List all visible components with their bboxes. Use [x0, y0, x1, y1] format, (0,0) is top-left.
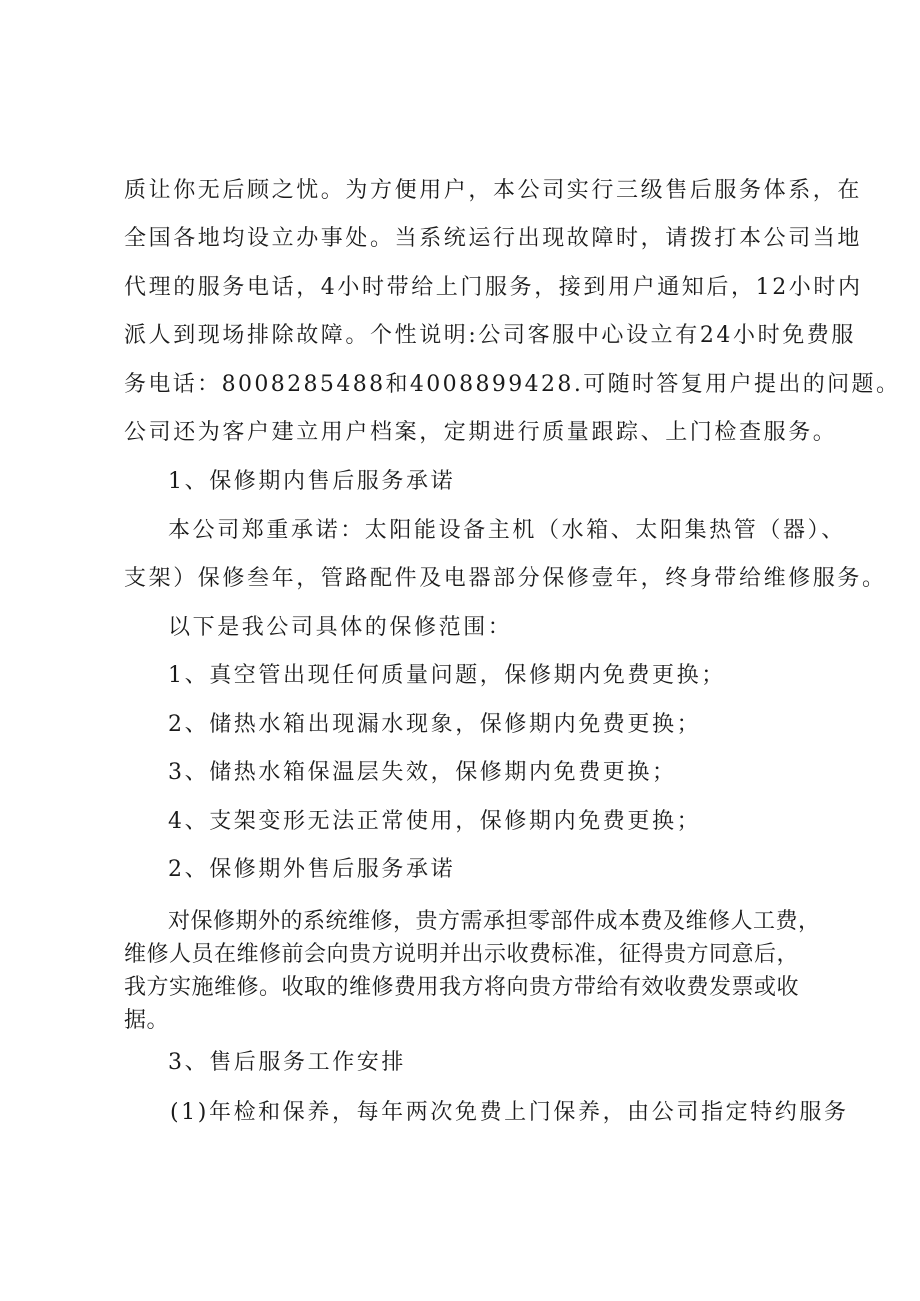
section-heading: 3、售后服务工作安排 — [168, 1050, 406, 1075]
body-line: 质让你无后顾之忧。为方便用户，本公司实行三级售后服务体系，在 — [124, 178, 863, 203]
list-item: 4、支架变形无法正常使用，保修期内免费更换； — [168, 809, 702, 834]
body-line: 派人到现场排除故障。个性说明:公司客服中心设立有24小时免费服 — [124, 323, 857, 348]
scope-intro: 以下是我公司具体的保修范围： — [168, 615, 513, 640]
list-item: 2、储热水箱出现漏水现象，保修期内免费更换； — [168, 712, 702, 737]
body-line: 公司还为客户建立用户档案，定期进行质量跟踪、上门检查服务。 — [124, 420, 838, 445]
section-heading: 2、保修期外售后服务承诺 — [168, 857, 456, 882]
body-line: 对保修期外的系统维修，贵方需承担零部件成本费及维修人工费， — [168, 909, 821, 934]
list-item: 3、储热水箱保温层失效，保修期内免费更换； — [168, 760, 677, 785]
body-line: 代理的服务电话，4小时带给上门服务，接到用户通知后，12小时内 — [124, 275, 863, 300]
body-line: 本公司郑重承诺：太阳能设备主机（水箱、太阳集热管（器）、 — [168, 518, 846, 543]
body-line: 务电话：8008285488和4008899428.可随时答复用户提出的问题。 — [124, 372, 901, 397]
list-item: 1、真空管出现任何质量问题，保修期内免费更换； — [168, 663, 726, 688]
body-line: 全国各地均设立办事处。当系统运行出现故障时，请拨打本公司当地 — [124, 226, 863, 251]
body-line: 据。 — [124, 1008, 170, 1033]
list-item: (1)年检和保养，每年两次免费上门保养，由公司指定特约服务 — [170, 1100, 849, 1125]
body-line: 支架）保修叁年，管路配件及电器部分保修壹年，终身带给维修服务。 — [124, 566, 887, 591]
body-line: 维修人员在维修前会向贵方说明并出示收费标准，征得贵方同意后， — [124, 942, 800, 967]
body-line: 我方实施维修。收取的维修费用我方将向贵方带给有效收费发票或收 — [124, 975, 800, 1000]
section-heading: 1、保修期内售后服务承诺 — [168, 469, 456, 494]
